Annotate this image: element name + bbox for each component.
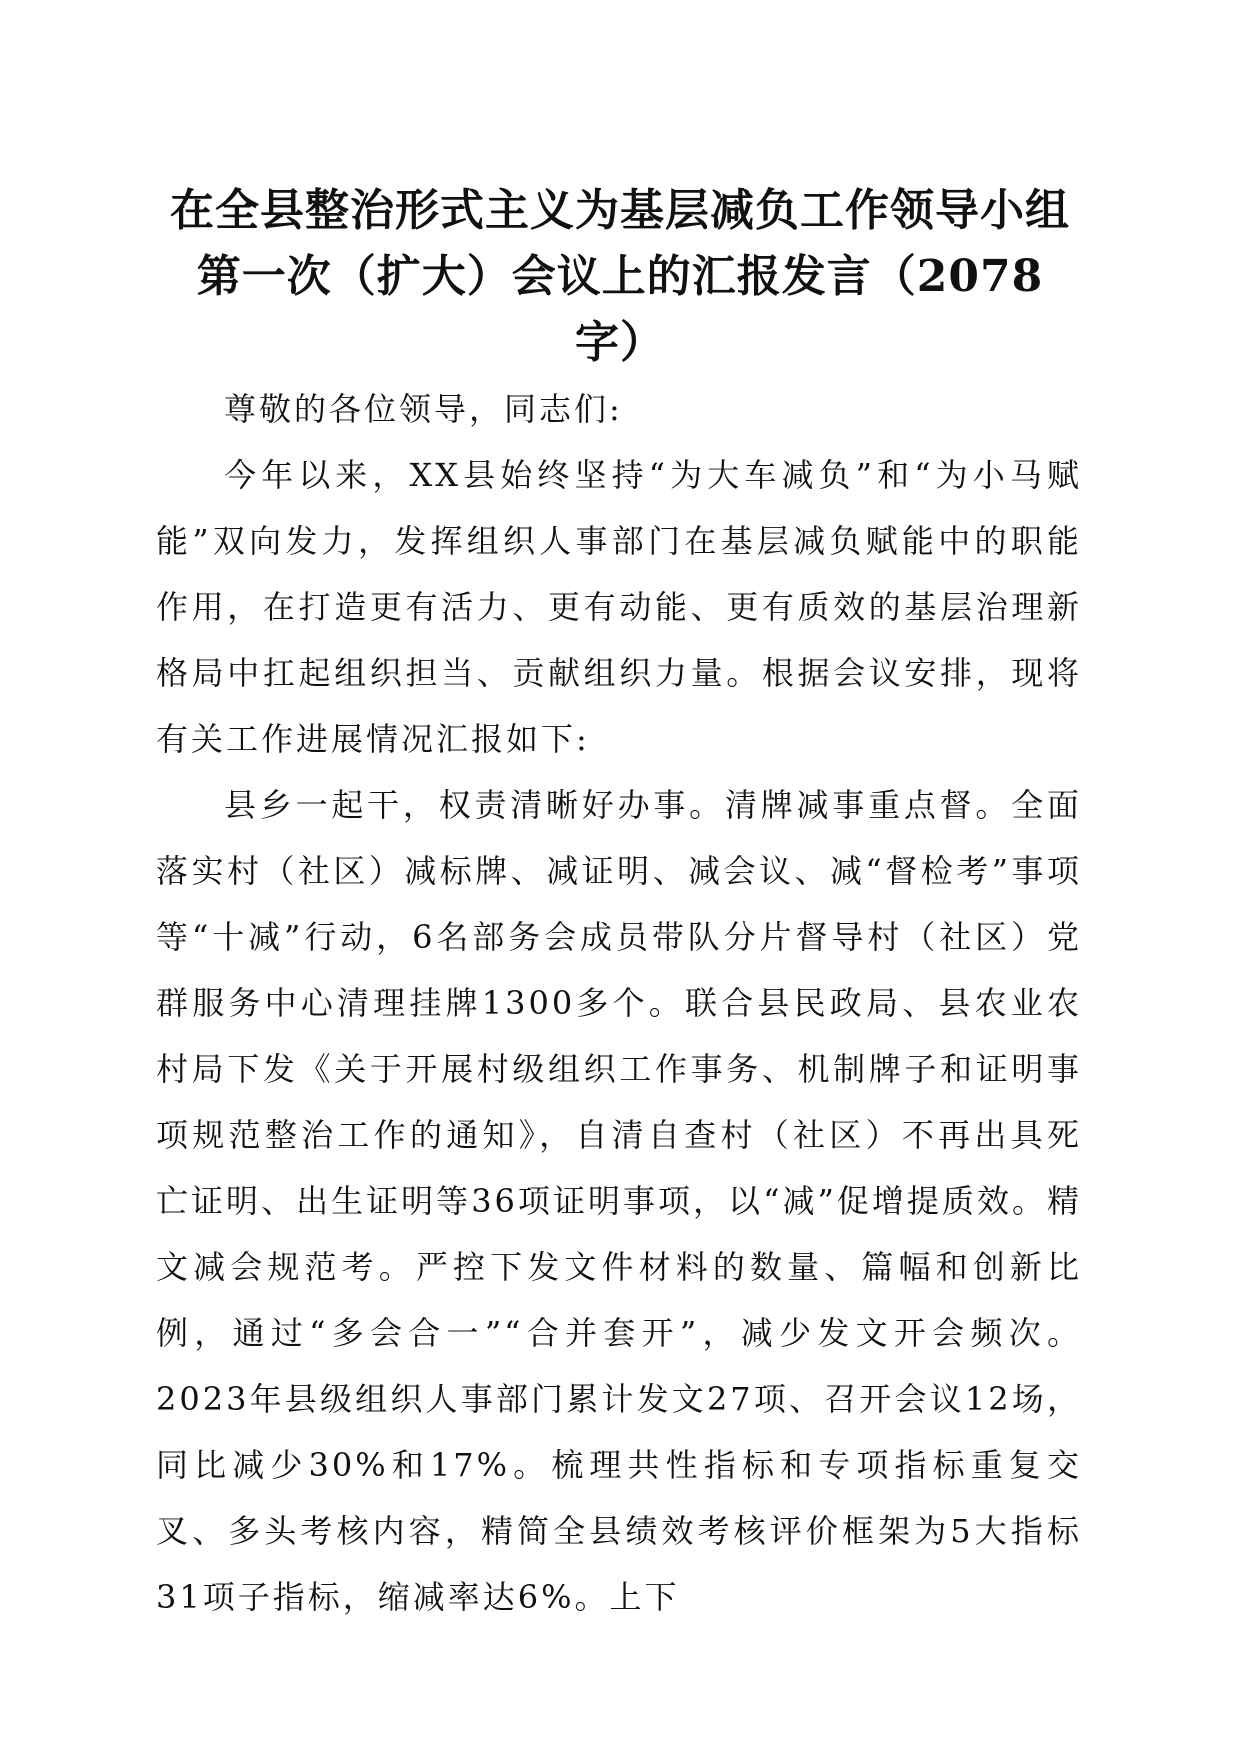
title-line-1: 在全县整治形式主义为基层减负工作领导小组 (170, 185, 1070, 236)
document-body (156, 376, 1082, 1630)
salutation-paragraph: 尊敬的各位领导，同志们: (224, 390, 623, 428)
title-line-3: 字） (575, 317, 665, 368)
intro-paragraph: 今年以来，XX县始终坚持“为大车减负”和“为小马赋能”双向发力，发挥组织人事部门在基层减负赋能中的职能作用，在打造更有活力、更有动能、更有质效的基层治理新格局中扛起组织担当、贡献组织力量。根据会议安排，现将有关工作进展情况汇报如下: (156, 456, 1082, 758)
section-paragraph: 县乡一起干，权责清晰好办事。清牌减事重点督。全面落实村（社区）减标牌、减证明、减会议、减“督检考”事项等“十减”行动，6名部务会成员带队分片督导村（社区）党群服务中心清理挂牌1300多个。联合县民政局、县农业农村局下发《关于开展村级组织工作事务、机制牌子和证明事项规范整治工作的通知》，自清自查村（社区）不再出具死亡证明、出生证明等36项证明事项，以“减”促增提质效。精文减会规范考。严控下发文件材料的数量、篇幅和创新比例，通过“多会合一”“合并套开”，减少发文开会频次。2023年县级组织人事部门累计发文27项、召开会议12场，同比减少30%和17%。梳理共性指标和专项指标重复交叉、多头考核内容，精简全县绩效考核评价框架为5大指标31项子指标，缩减率达6%。上下 (156, 786, 1082, 1616)
document-title (150, 178, 1090, 376)
title-line-2: 第一次（扩大）会议上的汇报发言（2078 (196, 251, 1044, 302)
